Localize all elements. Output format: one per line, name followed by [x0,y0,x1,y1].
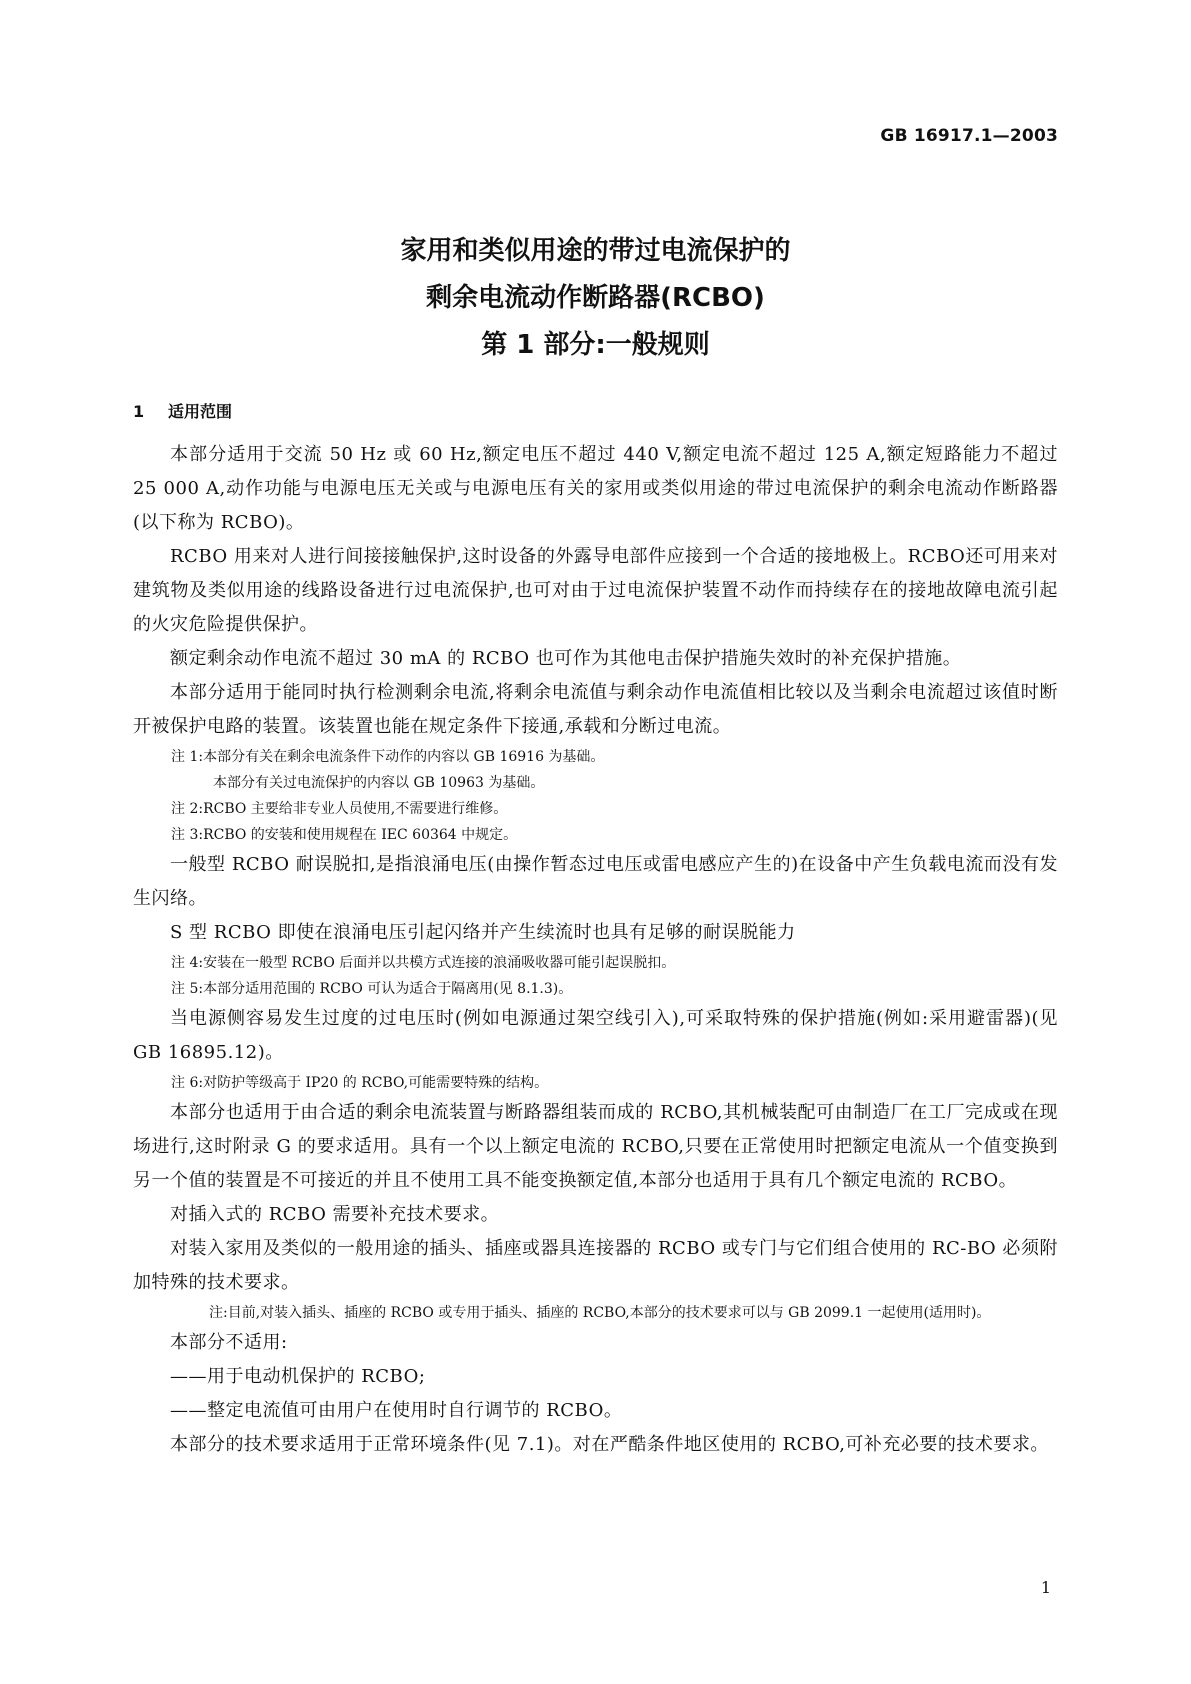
paragraph-plug-in: 对插入式的 RCBO 需要补充技术要求。 [170,1204,500,1225]
paragraph-supplementary: 额定剩余动作电流不超过 30 mA 的 RCBO 也可作为其他电击保护措施失效时的补充保护措施。 [170,648,962,669]
paragraph-scope: 本部分适用于交流 50 Hz 或 60 Hz,额定电压不超过 440 V,额定电流不超过 125 A,额定短路能力不超过 25 000 A,动作功能与电源电压无关或与电源电压有关的家用或类似用途的带过电流保护的剩余电流动作断路器(以下称为 RCBO)。 [133,444,1058,533]
paragraph-purpose: RCBO 用来对人进行间接接触保护,这时设备的外露导电部件应接到一个合适的接地极上。RCBO还可用来对建筑物及类似用途的线路设备进行过电流保护,也可对由于过电流保护装置不动作而持续存在的接地故障电流引起的火灾危险提供保护。 [133,546,1058,635]
title-line-1: 家用和类似用途的带过电流保护的 [400,236,791,266]
paragraph-function: 本部分适用于能同时执行检测剩余电流,将剩余电流值与剩余动作电流值相比较以及当剩余电流超过该值时断开被保护电路的装置。该装置也能在规定条件下接通,承载和分断过电流。 [133,682,1058,737]
paragraph-s-type: S 型 RCBO 即使在浪涌电压引起闪络并产生续流时也具有足够的耐误脱能力 [170,922,796,943]
page-number: 1 [1040,1578,1051,1597]
section-heading [133,402,1058,422]
paragraph-general-type: 一般型 RCBO 耐误脱扣,是指浪涌电压(由操作暂态过电压或雷电感应产生的)在设备中产生负载电流而没有发生闪络。 [133,854,1058,909]
note-1a: 注 1:本部分有关在剩余电流条件下动作的内容以 GB 16916 为基础。 [171,749,605,765]
paragraph-overvoltage: 当电源侧容易发生过度的过电压时(例如电源通过架空线引入),可采取特殊的保护措施(例如:采用避雷器)(见 GB 16895.12)。 [133,1008,1058,1063]
note-7-text: 注:目前,对装入插头、插座的 RCBO 或专用于插头、插座的 RCBO,本部分的技术要求可以与 GB 2099.1 一起使用(适用时)。 [209,1305,991,1321]
note-1b: 本部分有关过电流保护的内容以 GB 10963 为基础。 [213,775,545,791]
paragraph-not-applicable: 本部分不适用: [170,1332,288,1353]
note-5: 注 5:本部分适用范围的 RCBO 可认为适合于隔离用(见 8.1.3)。 [171,981,573,997]
note-3: 注 3:RCBO 的安装和使用规程在 IEC 60364 中规定。 [171,827,518,843]
title-line-2: 剩余电流动作断路器(RCBO) [426,283,765,313]
note-2: 注 2:RCBO 主要给非专业人员使用,不需要进行维修。 [171,801,508,817]
paragraph-environment: 本部分的技术要求适用于正常环境条件(见 7.1)。对在严酷条件地区使用的 RCBO,可补充必要的技术要求。 [170,1434,1049,1455]
dash-item-adjustable: ——整定电流值可由用户在使用时自行调节的 RCBO。 [170,1400,623,1421]
section-number: 1 [133,402,145,421]
note-7 [133,1300,1058,1326]
title-line-3: 第 1 部分:一般规则 [481,330,710,360]
paragraph-plugs-sockets: 对装入家用及类似的一般用途的插头、插座或器具连接器的 RCBO 或专门与它们组合使用的 RC-BO 必须附加特殊的技术要求。 [133,1238,1058,1293]
note-4: 注 4:安装在一般型 RCBO 后面并以共模方式连接的浪涌吸收器可能引起误脱扣。 [171,955,676,971]
document-title [0,228,1191,369]
standard-code: GB 16917.1—2003 [880,126,1058,146]
section-title: 适用范围 [168,402,233,421]
paragraph-assembly: 本部分也适用于由合适的剩余电流装置与断路器组装而成的 RCBO,其机械装配可由制造厂在工厂完成或在现场进行,这时附录 G 的要求适用。具有一个以上额定电流的 RCBO,只要在正常使用时把额定电流从一个值变换到另一个值的装置是不可接近的并且不使用工具不能变换额定值,本部分也适用于具有几个额定电流的 RCBO。 [133,1102,1058,1191]
dash-item-motor: ——用于电动机保护的 RCBO; [170,1366,426,1387]
note-6: 注 6:对防护等级高于 IP20 的 RCBO,可能需要特殊的结构。 [171,1075,549,1091]
document-body [133,402,1058,1462]
